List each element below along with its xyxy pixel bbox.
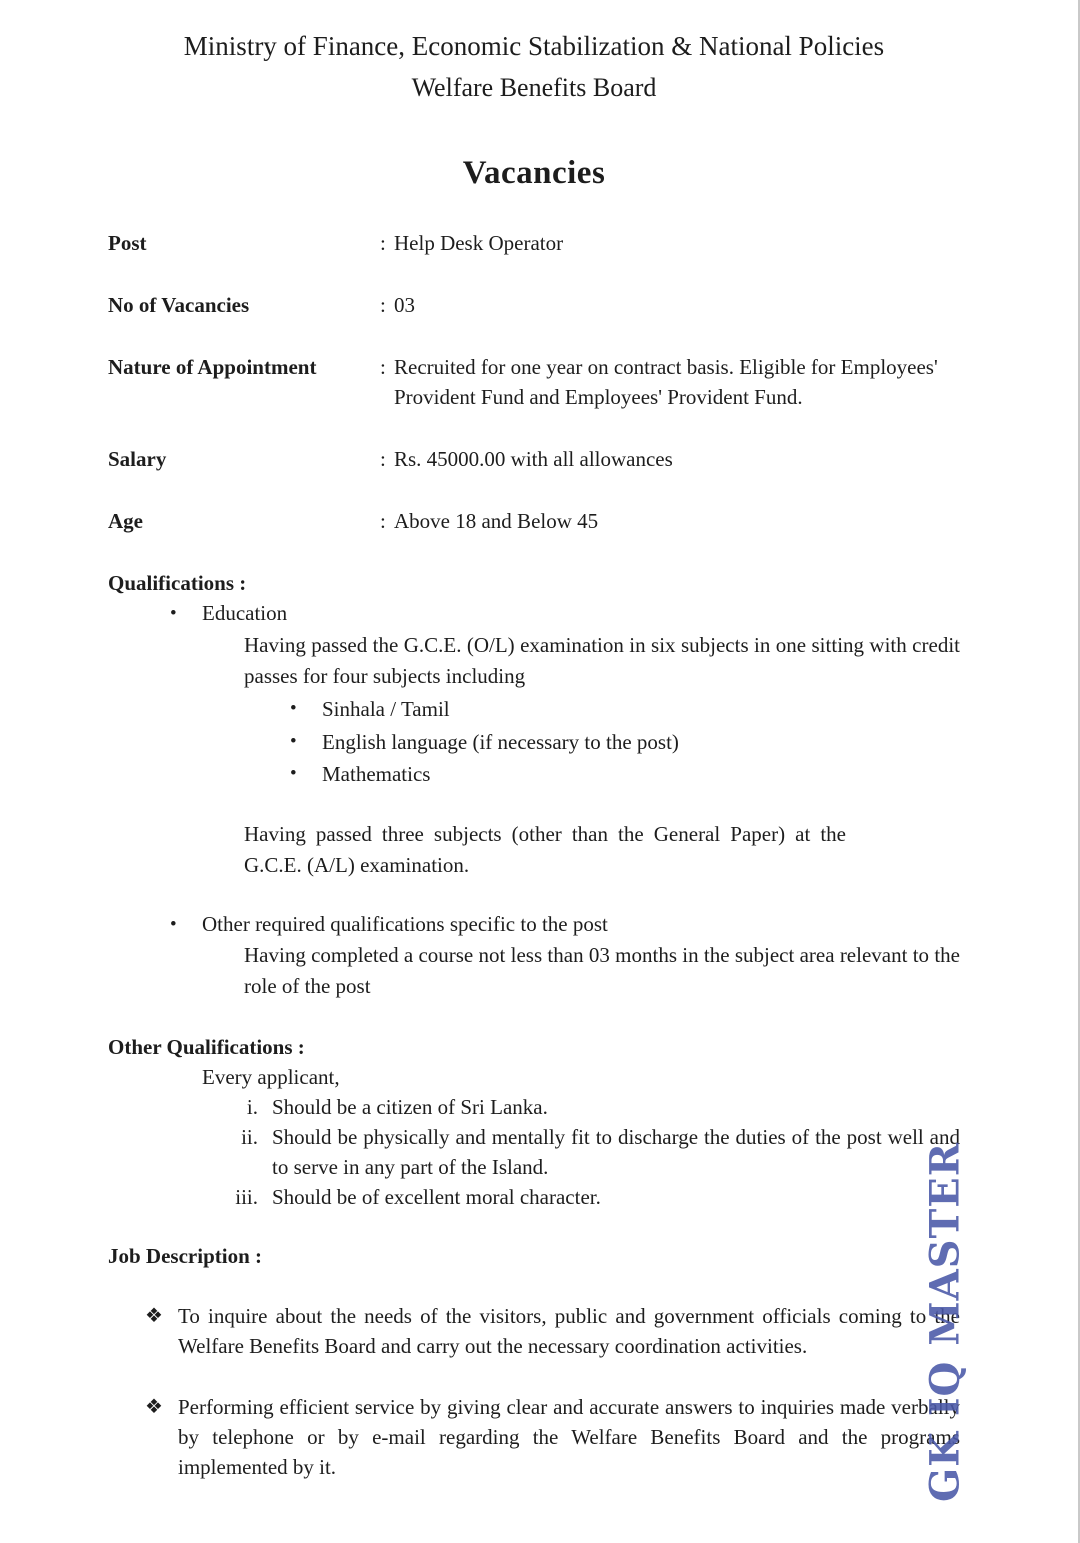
requirement-text: Should be a citizen of Sri Lanka. [272,1094,548,1119]
vacancy-details [108,228,960,536]
page-title: Vacancies [462,155,606,191]
detail-row-post [108,228,960,258]
bullet-dot-icon: • [170,603,177,624]
detail-label: Post [108,231,147,255]
watermark: GK IQ MASTER [921,1141,969,1503]
detail-row-vacancy-count [108,290,960,320]
diamond-bullet-icon: ❖ [145,1395,163,1418]
roman-numeral: i. [246,1094,258,1119]
other-required-bullet-item [108,909,960,940]
ministry-name: Ministry of Finance, Economic Stabilization & National Policies [183,31,885,61]
document-header [108,26,960,108]
requirement-item [108,1092,960,1122]
education-paragraph-1: Having passed the G.C.E. (O/L) examination in six subjects in one sitting with credit passes for four subjects including [244,633,960,688]
diamond-bullet-icon: ❖ [145,1304,163,1327]
requirement-text: Should be of excellent moral character. [272,1184,601,1209]
detail-value: Help Desk Operator [394,231,564,255]
detail-value: Rs. 45000.00 with all allowances [394,447,673,471]
detail-row-salary [108,444,960,474]
requirement-item [108,1182,960,1212]
detail-label: Nature of Appointment [108,355,317,379]
requirement-text: Should be physically and mentally fit to discharge the duties of the post well and to serve in any part of the Island. [272,1124,960,1179]
qualifications-section [108,568,960,1002]
detail-label: Age [108,509,143,533]
board-name: Welfare Benefits Board [411,73,657,102]
roman-numeral: ii. [241,1124,258,1149]
bullet-dot-icon: • [290,730,297,752]
colon-separator: : [380,447,386,471]
job-description-section [108,1241,960,1482]
subject-item [108,693,960,726]
education-bullet-item [108,598,960,629]
other-required-label: Other required qualifications specific to the post [202,911,608,936]
other-qualifications-heading: Other Qualifications : [108,1034,305,1059]
subject-label: Sinhala / Tamil [322,697,450,721]
detail-value: Above 18 and Below 45 [394,509,599,533]
colon-separator: : [380,355,386,379]
qualifications-heading: Qualifications : [108,571,247,595]
detail-row-appointment-nature [108,352,960,412]
colon-separator: : [380,509,386,533]
detail-value: Recruited for one year on contract basis. Eligible for Employees' Provident Fund and Employees' Provident Fund. [394,355,938,409]
job-duty-text: Performing efficient service by giving clear and accurate answers to inquiries made verbally by telephone or by e-mail regarding the Welfare Benefits Board and the programs implemented by it. [178,1394,960,1479]
bullet-dot-icon: • [170,913,177,935]
detail-value: 03 [394,293,415,317]
roman-numeral: iii. [235,1184,258,1209]
colon-separator: : [380,293,386,317]
detail-row-age [108,506,960,536]
subject-list [108,693,960,791]
detail-label: No of Vacancies [108,293,250,317]
education-label: Education [202,601,288,625]
bullet-dot-icon: • [290,763,297,784]
subject-item [108,758,960,791]
requirement-item [108,1122,960,1182]
subject-label: Mathematics [322,762,431,786]
applicant-intro: Every applicant, [202,1064,340,1089]
detail-label: Salary [108,447,167,471]
other-required-paragraph: Having completed a course not less than 03 months in the subject area relevant to the role of the post [244,942,960,998]
other-qualifications-section [108,1032,960,1212]
job-duty-item [108,1392,960,1482]
education-paragraph-2: Having passed three subjects (other than the General Paper) at the G.C.E. (A/L) examination. [244,821,846,877]
job-duty-text: To inquire about the needs of the visitors, public and government officials coming to the Welfare Benefits Board and carry out the necessary coordination activities. [178,1303,960,1358]
bullet-dot-icon: • [290,698,297,719]
subject-label: English language (if necessary to the post) [322,729,679,754]
subject-item [108,726,960,759]
colon-separator: : [380,231,386,255]
job-description-heading: Job Description : [108,1243,262,1268]
job-duty-item [108,1301,960,1361]
